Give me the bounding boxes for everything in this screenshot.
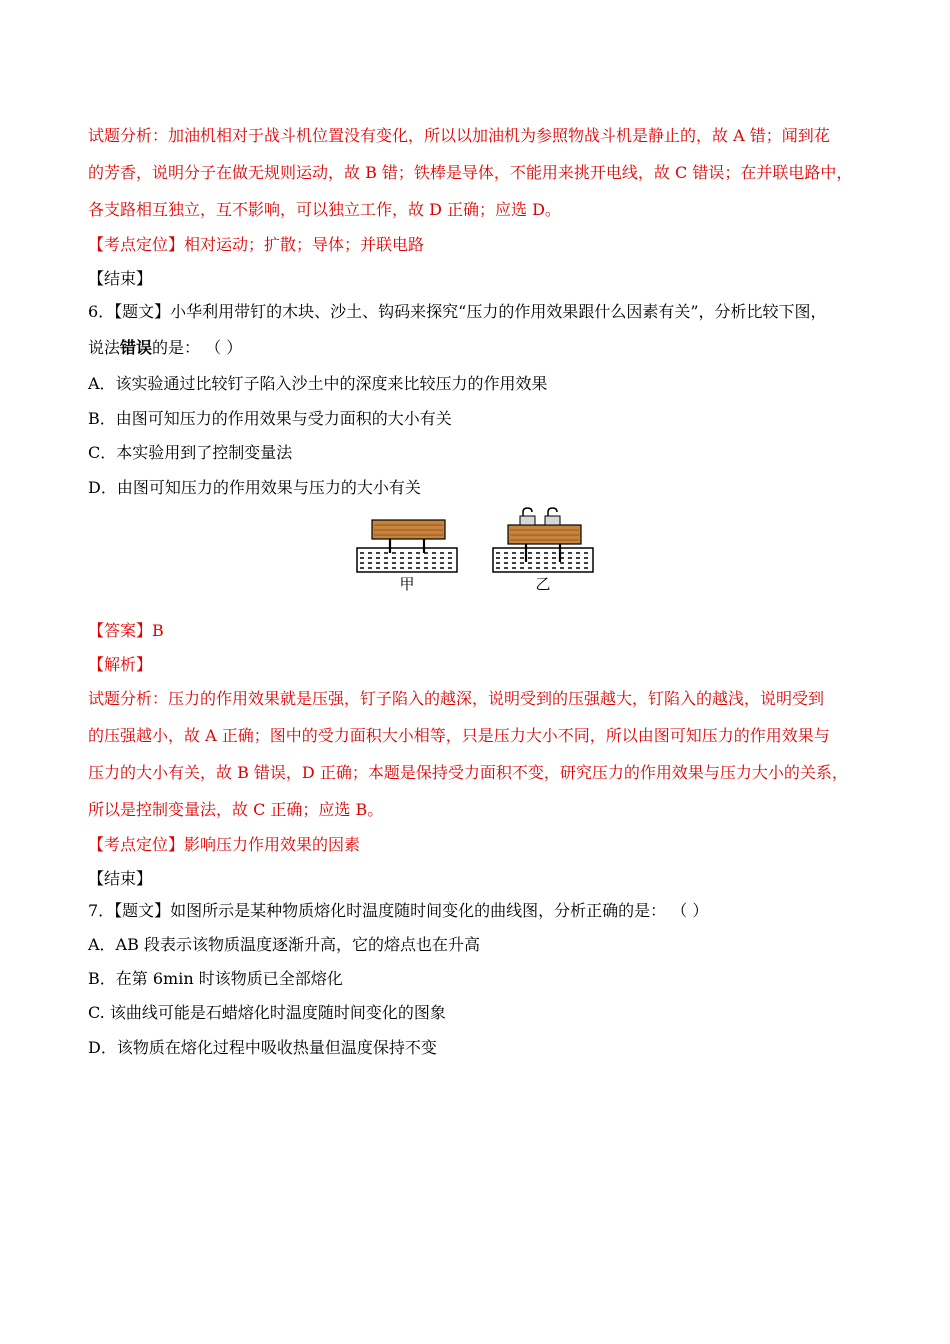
hook-weights-yi — [520, 508, 560, 525]
q5-analysis-line-3: 各支路相互独立，互不影响，可以独立工作，故 D 正确；应选 D。 — [88, 200, 561, 219]
q7-stem: 7．【题文】如图所示是某种物质熔化时温度随时间变化的曲线图，分析正确的是： （ ） — [88, 901, 709, 920]
q6-option-c: C．本实验用到了控制变量法 — [88, 443, 293, 462]
label-jia: 甲 — [399, 575, 415, 593]
wood-block-jia — [372, 520, 445, 539]
weight-left — [520, 516, 535, 525]
q6-kaodian: 【考点定位】影响压力作用效果的因素 — [88, 835, 361, 854]
q6-stem-line-1: 6．【题文】小华利用带钉的木块、沙土、钩码来探究“压力的作用效果跟什么因素有关”，分析比较下图， — [88, 302, 827, 321]
q5-analysis-line-1: 试题分析：加油机相对于战斗机位置没有变化，所以以加油机为参照物战斗机是静止的，故 A 错；闻到花 — [88, 126, 830, 145]
q6-jiexi: 【解析】 — [88, 655, 153, 674]
q6-stem-post: 的是： （ ） — [152, 338, 243, 357]
label-yi: 乙 — [535, 575, 551, 593]
weight-right — [545, 516, 560, 525]
q6-stem-emphasis: 错误 — [120, 338, 153, 357]
q7-option-d: D．该物质在熔化过程中吸收热量但温度保持不变 — [88, 1038, 437, 1057]
q7-option-b: B．在第 6min 时该物质已全部熔化 — [88, 969, 343, 988]
wood-block-yi — [508, 525, 581, 544]
q6-end: 【结束】 — [88, 869, 153, 888]
q5-kaodian: 【考点定位】相对运动；扩散；导体；并联电路 — [88, 235, 425, 254]
nail-block-figure — [352, 503, 598, 595]
setup-jia — [357, 520, 457, 593]
nail-block-diagram — [352, 503, 598, 595]
q5-analysis-line-2: 的芳香，说明分子在做无规则运动，故 B 错；铁棒是导体，不能用来挑开电线，故 C 错误；在并联电路中， — [88, 163, 853, 182]
q7-option-c: C. 该曲线可能是石蜡熔化时温度随时间变化的图象 — [88, 1003, 446, 1022]
weight-left-hook — [523, 508, 532, 516]
q5-end: 【结束】 — [88, 269, 153, 288]
setup-yi — [493, 508, 593, 593]
weight-right-hook — [548, 508, 557, 516]
q6-analysis-line-1: 试题分析：压力的作用效果就是压强，钉子陷入的越深，说明受到的压强越大，钉陷入的越浅，说明受到 — [88, 689, 825, 708]
q6-option-d: D．由图可知压力的作用效果与压力的大小有关 — [88, 478, 421, 497]
q6-option-b: B．由图可知压力的作用效果与受力面积的大小有关 — [88, 409, 452, 428]
q6-analysis-line-2: 的压强越小，故 A 正确；图中的受力面积大小相等，只是压力大小不同，所以由图可知压力的作用效果与 — [88, 726, 830, 745]
q6-stem-line-2 — [88, 337, 872, 359]
q6-analysis-line-4: 所以是控制变量法，故 C 正确；应选 B。 — [88, 800, 384, 819]
q6-answer: 【答案】B — [88, 621, 164, 640]
q6-analysis-line-3: 压力的大小有关，故 B 错误，D 正确；本题是保持受力面积不变，研究压力的作用效果与压力大小的关系， — [88, 763, 848, 782]
q7-option-a: A．AB 段表示该物质温度逐渐升高，它的熔点也在升高 — [88, 935, 480, 954]
q6-stem-pre: 说法 — [88, 338, 121, 357]
q6-option-a: A．该实验通过比较钉子陷入沙土中的深度来比较压力的作用效果 — [88, 374, 548, 393]
